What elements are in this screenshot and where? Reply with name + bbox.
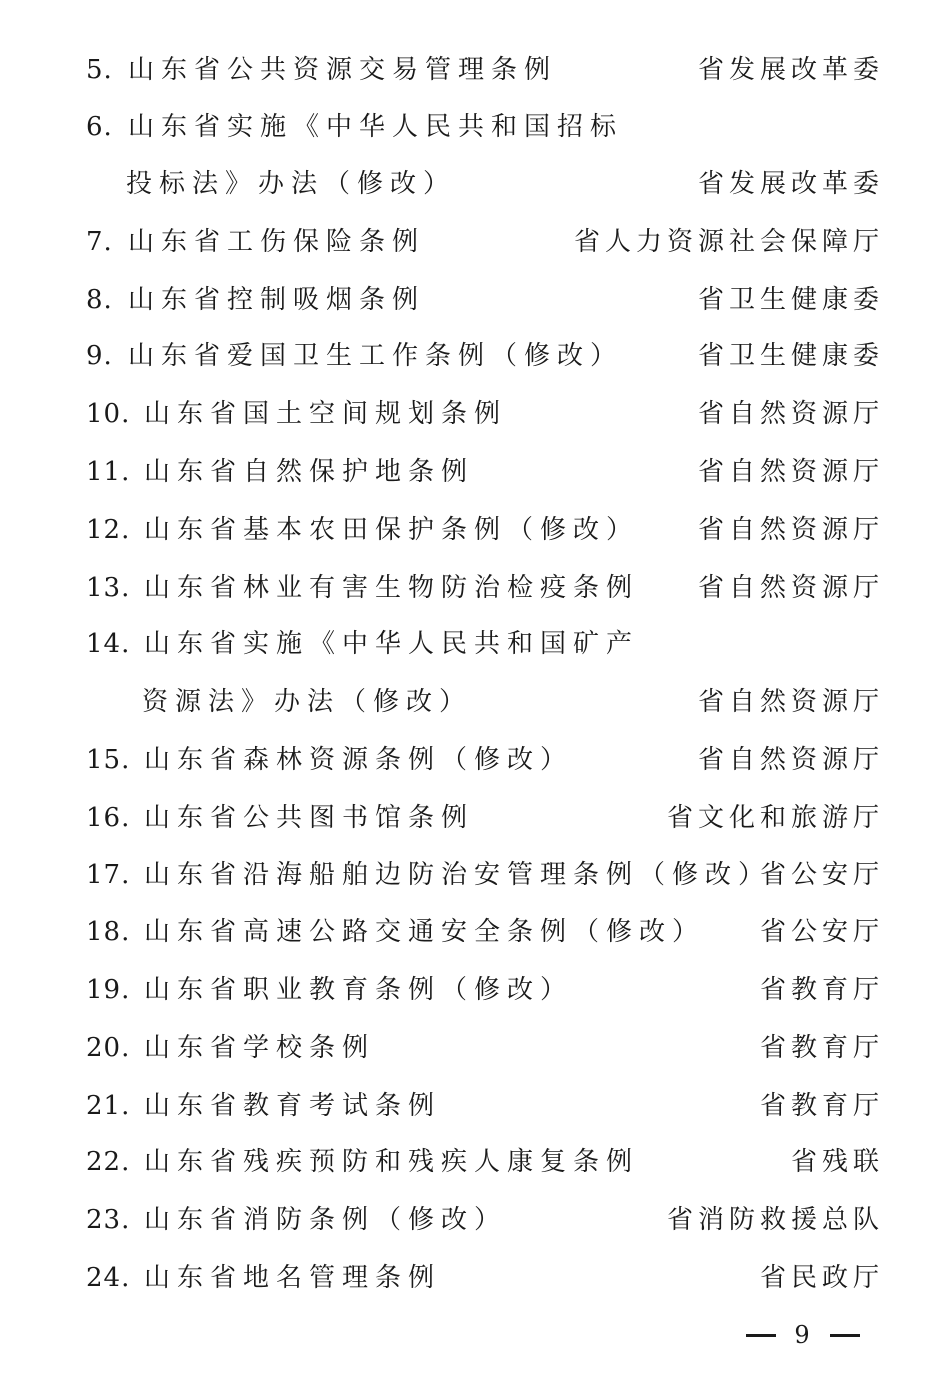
item-number: 7.	[86, 227, 113, 257]
item-department: 省发展改革委	[697, 55, 884, 85]
item-title: 山东省职业教育条例（修改）	[144, 975, 574, 1005]
item-number: 23.	[86, 1205, 131, 1235]
list-item	[0, 107, 940, 147]
item-department: 省发展改革委	[697, 169, 884, 199]
item-department: 省自然资源厅	[697, 687, 884, 717]
item-department: 省文化和旅游厅	[666, 803, 884, 833]
item-title-continuation: 资源法》办法（修改）	[142, 687, 473, 717]
item-department: 省残联	[790, 1147, 884, 1177]
item-title: 山东省控制吸烟条例	[128, 285, 426, 315]
item-department: 省人力资源社会保障厅	[573, 227, 884, 257]
list-item	[0, 740, 940, 780]
item-department: 省自然资源厅	[697, 573, 884, 603]
list-item	[0, 280, 940, 320]
item-department: 省公安厅	[759, 860, 884, 890]
list-item	[0, 452, 940, 492]
item-department: 省教育厅	[759, 1091, 884, 1121]
item-department: 省卫生健康委	[697, 285, 884, 315]
page-footer	[740, 1318, 860, 1352]
list-item	[0, 568, 940, 608]
item-number: 16.	[86, 803, 131, 833]
list-item-continuation	[0, 164, 940, 204]
list-item	[0, 970, 940, 1010]
page-number-dash-left	[746, 1334, 776, 1337]
item-number: 11.	[86, 457, 131, 487]
item-title: 山东省公共资源交易管理条例	[128, 55, 558, 85]
item-title: 山东省林业有害生物防治检疫条例	[144, 573, 640, 603]
item-number: 19.	[86, 975, 131, 1005]
item-number: 8.	[86, 285, 113, 315]
item-department: 省自然资源厅	[697, 745, 884, 775]
item-title: 山东省工伤保险条例	[128, 227, 426, 257]
item-number: 15.	[86, 745, 131, 775]
item-title: 山东省基本农田保护条例（修改）	[144, 515, 640, 545]
item-number: 10.	[86, 399, 131, 429]
item-number: 9.	[86, 341, 113, 371]
page-number: 9	[794, 1321, 810, 1349]
item-number: 13.	[86, 573, 131, 603]
list-item	[0, 1028, 940, 1068]
item-number: 5.	[86, 55, 113, 85]
list-item	[0, 1142, 940, 1182]
list-item	[0, 50, 940, 90]
list-item-continuation	[0, 682, 940, 722]
list-item	[0, 1258, 940, 1298]
list-item	[0, 1200, 940, 1240]
list-item	[0, 510, 940, 550]
list-item	[0, 798, 940, 838]
list-item	[0, 855, 940, 895]
item-number: 12.	[86, 515, 131, 545]
item-title: 山东省残疾预防和残疾人康复条例	[144, 1147, 640, 1177]
page-number-dash-right	[830, 1334, 860, 1337]
item-number: 22.	[86, 1147, 131, 1177]
list-item	[0, 1086, 940, 1126]
item-department: 省教育厅	[759, 975, 884, 1005]
item-number: 18.	[86, 917, 131, 947]
list-item	[0, 912, 940, 952]
item-number: 14.	[86, 629, 131, 659]
item-department: 省卫生健康委	[697, 341, 884, 371]
item-title: 山东省实施《中华人民共和国矿产	[144, 629, 640, 659]
item-department: 省自然资源厅	[697, 457, 884, 487]
item-title: 山东省地名管理条例	[144, 1263, 442, 1293]
item-title: 山东省教育考试条例	[144, 1091, 442, 1121]
item-number: 24.	[86, 1263, 131, 1293]
item-department: 省民政厅	[759, 1263, 884, 1293]
item-title: 山东省沿海船舶边防治安管理条例（修改）	[144, 860, 772, 890]
list-item	[0, 394, 940, 434]
item-title: 山东省自然保护地条例	[144, 457, 475, 487]
list-item	[0, 624, 940, 664]
list-item	[0, 336, 940, 376]
item-department: 省教育厅	[759, 1033, 884, 1063]
item-department: 省自然资源厅	[697, 399, 884, 429]
item-title: 山东省学校条例	[144, 1033, 376, 1063]
item-title: 山东省实施《中华人民共和国招标	[128, 112, 624, 142]
item-title: 山东省公共图书馆条例	[144, 803, 475, 833]
item-department: 省消防救援总队	[666, 1205, 884, 1235]
item-number: 6.	[86, 112, 113, 142]
item-department: 省公安厅	[759, 917, 884, 947]
item-title-continuation: 投标法》办法（修改）	[126, 169, 457, 199]
item-number: 17.	[86, 860, 131, 890]
item-department: 省自然资源厅	[697, 515, 884, 545]
item-title: 山东省爱国卫生工作条例（修改）	[128, 341, 624, 371]
item-title: 山东省高速公路交通安全条例（修改）	[144, 917, 706, 947]
item-title: 山东省消防条例（修改）	[144, 1205, 508, 1235]
item-number: 21.	[86, 1091, 131, 1121]
item-number: 20.	[86, 1033, 131, 1063]
item-title: 山东省国土空间规划条例	[144, 399, 508, 429]
item-title: 山东省森林资源条例（修改）	[144, 745, 574, 775]
list-item	[0, 222, 940, 262]
